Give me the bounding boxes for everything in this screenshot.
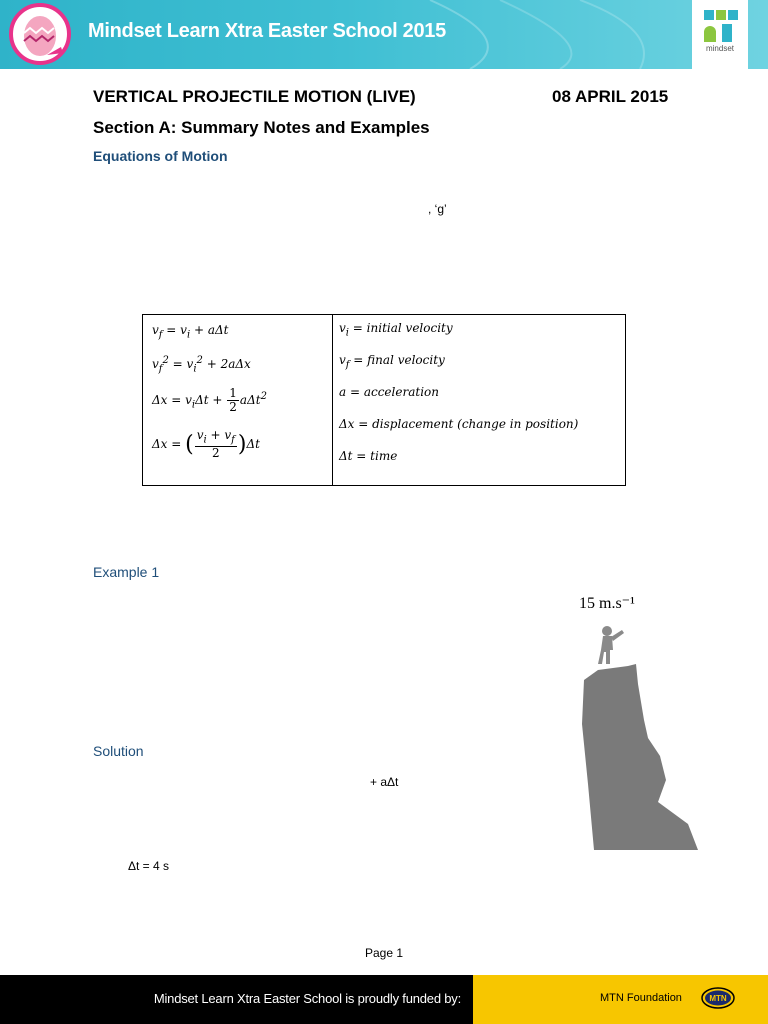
mindset-logo-icon — [700, 8, 740, 44]
velocity-label: 15 m.s⁻¹ — [579, 595, 635, 612]
cliff-shape — [582, 664, 698, 850]
equation-4: Δx = ( $\frac{v_i + v_f}{2}$ )Δt — [152, 428, 260, 461]
definition-acceleration: a = acceleration — [339, 385, 439, 399]
example-label: Example 1 — [93, 564, 160, 580]
thrower-figure — [598, 626, 624, 664]
equation-3: $\Delta x = v_i\Delta t$ + $\frac{1}{2}$ aΔt$^2$ — [152, 386, 267, 414]
definition-time: Δt = time — [339, 449, 398, 463]
subsection-title: Equations of Motion — [93, 148, 228, 164]
equations-table — [142, 314, 626, 486]
text-fragment-adt: + aΔt — [370, 775, 399, 789]
mtn-logo-icon — [701, 987, 735, 1009]
easter-egg-logo — [7, 3, 73, 65]
page-number: Page 1 — [364, 946, 404, 960]
footer-sponsor-band — [473, 975, 768, 1024]
svg-text:MTN: MTN — [709, 994, 727, 1003]
mtn-foundation-label: MTN Foundation — [600, 992, 682, 1004]
table-divider — [332, 315, 333, 485]
definition-displacement: Δx = displacement (change in position) — [339, 417, 579, 431]
footer-funded-text: Mindset Learn Xtra Easter School is proudly funded by: — [153, 991, 461, 1006]
text-fragment-g: , ‘g’ — [428, 202, 447, 216]
section-title: Section A: Summary Notes and Examples — [93, 118, 430, 137]
equation-1: $v_f = v_i + a\Delta t$ — [152, 323, 229, 341]
definition-initial-velocity: $v_i$ = initial velocity — [339, 321, 453, 339]
text-fragment-dt: Δt = 4 s — [128, 859, 170, 873]
solution-label: Solution — [93, 743, 144, 759]
equation-2: $v_f^2 = v_i^2 + 2a\Delta x$ — [152, 355, 251, 375]
definition-final-velocity: $v_f$ = final velocity — [339, 353, 445, 371]
footer-funded-band — [0, 975, 473, 1024]
header-title: Mindset Learn Xtra Easter School 2015 — [88, 20, 446, 42]
cliff-with-thrower-illustration — [580, 624, 700, 854]
document-title: VERTICAL PROJECTILE MOTION (LIVE) — [93, 87, 416, 106]
mindset-brand-name: mindset — [705, 44, 734, 53]
header-banner — [0, 0, 768, 69]
document-date: 08 APRIL 2015 — [552, 87, 669, 106]
mindset-brand — [692, 0, 748, 69]
